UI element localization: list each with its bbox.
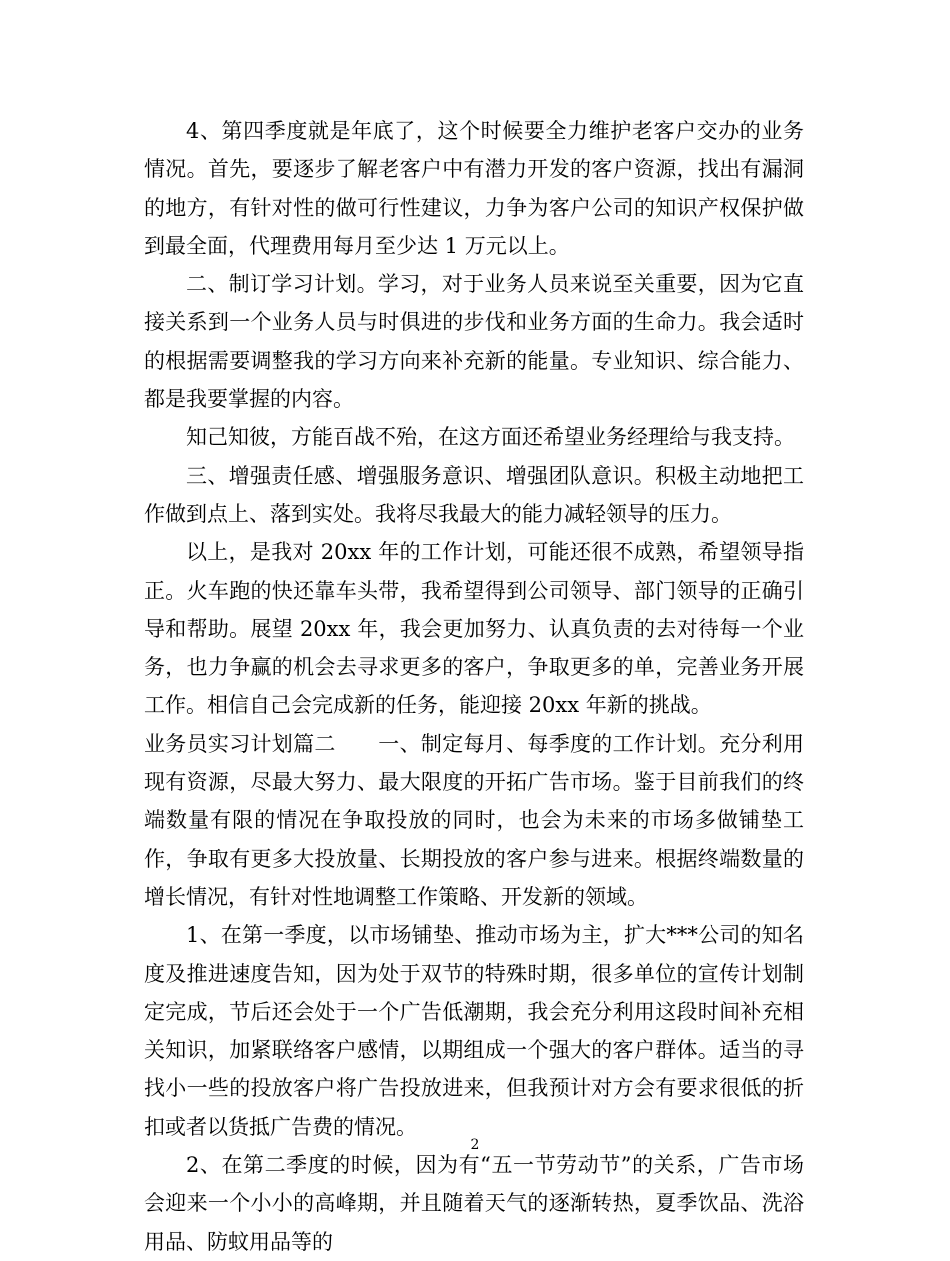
page-body [144,112,804,1261]
paragraph-first-quarter: 1、在第一季度，以市场铺垫、推动市场为主，扩大***公司的知名度及推进速度告知，因为处于双节的特殊时期，很多单位的宣传计划制定完成，节后还会处于一个广告低潮期，我会充分利用这段时间补充相关知识，加紧联络客户感情，以期组成一个强大的客户群体。适当的寻找小一些的投放客户将广告投放进来，但我预计对方会有要求很低的折扣或者以货抵广告费的情况。 [144,923,804,1139]
paragraph-know-yourself: 知己知彼，方能百战不殆，在这方面还希望业务经理给与我支持。 [186,425,795,450]
paragraph-conclusion: 以上，是我对 20xx 年的工作计划，可能还很不成熟，希望领导指正。火车跑的快还靠车头带，我希望得到公司领导、部门领导的正确引导和帮助。展望 20xx 年，我会更加努力、认真负责的去对待每一个业务，也力争赢的机会去寻求更多的客户，争取更多的单，完善业务开展工作。相信自己会完成新的任务，能迎接 20xx 年新的挑战。 [144,540,804,718]
page-number: 2 [470,1137,480,1153]
paragraph-study-plan: 二、制订学习计划。学习，对于业务人员来说至关重要，因为它直接关系到一个业务人员与时俱进的步伐和业务方面的生命力。我会适时的根据需要调整我的学习方向来补充新的能量。专业知识、综合能力、都是我要掌握的内容。 [144,272,804,412]
paragraph-second-quarter: 2、在第二季度的时候，因为有“五一节劳动节”的关系，广告市场会迎来一个小小的高峰期，并且随着天气的逐渐转热，夏季饮品、洗浴用品、防蚊用品等的 [144,1153,804,1254]
paragraph-responsibility: 三、增强责任感、增强服务意识、增强团队意识。积极主动地把工作做到点上、落到实处。我将尽我最大的能力减轻领导的压力。 [144,463,804,526]
paragraph-part-two-intro: 业务员实习计划篇二 一、制定每月、每季度的工作计划。充分利用现有资源，尽最大努力、最大限度的开拓广告市场。鉴于目前我们的终端数量有限的情况在争取投放的同时，也会为未来的市场多做铺垫工作，争取有更多大投放量、长期投放的客户参与进来。根据终端数量的增长情况，有针对性地调整工作策略、开发新的领域。 [144,731,804,909]
paragraph-q4-plan: 4、第四季度就是年底了，这个时候要全力维护老客户交办的业务情况。首先，要逐步了解老客户中有潜力开发的客户资源，找出有漏洞的地方，有针对性的做可行性建议，力争为客户公司的知识产权保护做到最全面，代理费用每月至少达 1 万元以上。 [144,119,804,258]
